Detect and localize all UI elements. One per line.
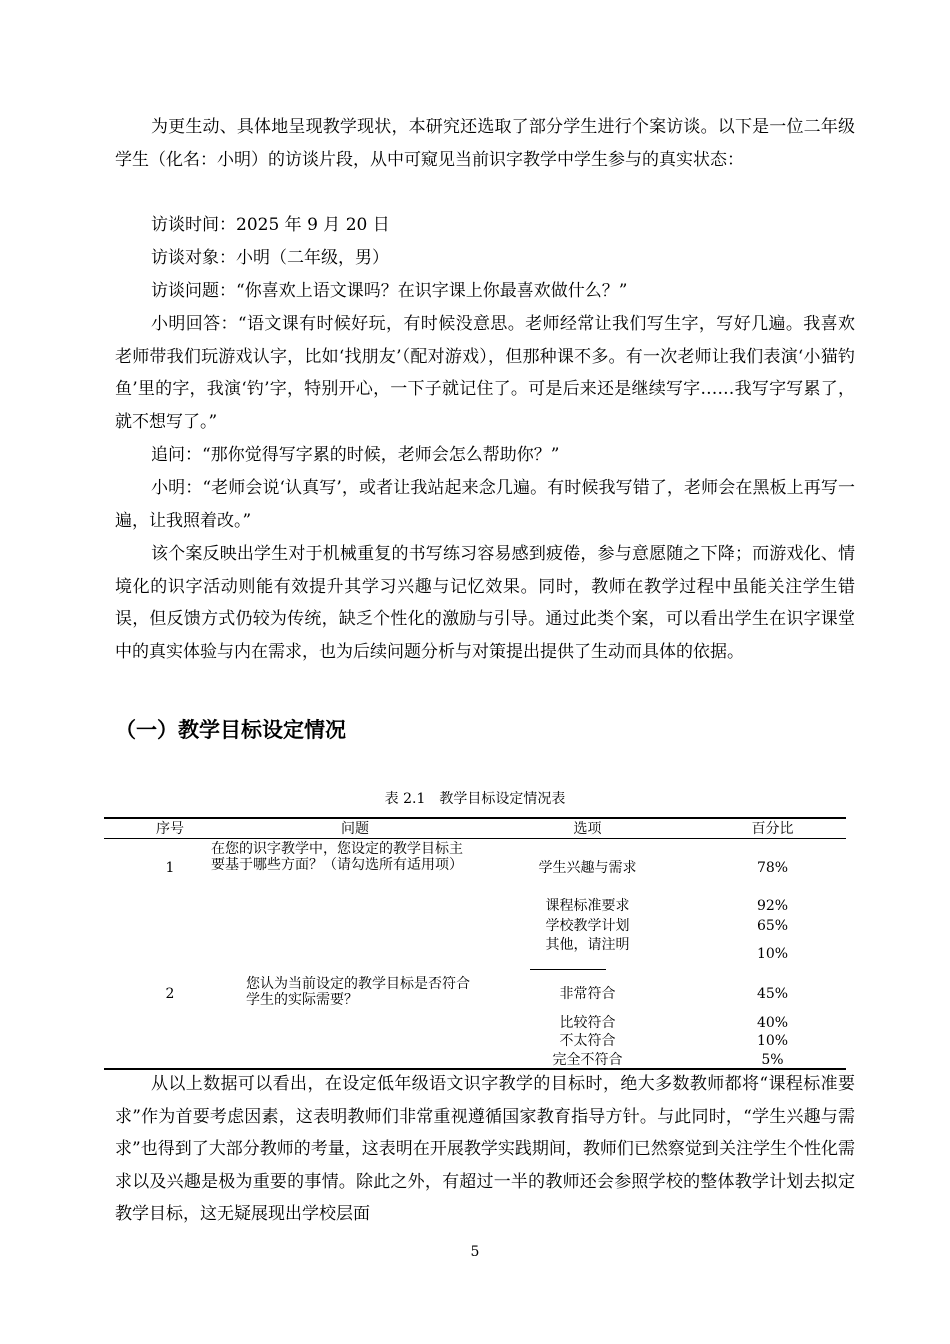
table-option-percent: 5%	[761, 1052, 784, 1068]
table-caption: 表 2.1 教学目标设定情况表	[384, 791, 566, 807]
section-heading: （一）教学目标设定情况	[115, 718, 346, 742]
table-option-percent: 10%	[756, 946, 789, 962]
conclusion-paragraph: 从以上数据可以看出，在设定低年级语文识字教学的目标时，绝大多数教师都将“课程标准要求”作为首要考虑因素，这表明教师们非常重视遵循国家教育指导方针。与此同时，“学生兴趣与需求”也得到了大部分教师的考量，这表明在开展教学实践期间，教师们已然察觉到关注学生个性化需求以及兴趣是极为重要的事情。除此之外，有超过一半的教师还会参照学校的整体教学计划去拟定教学目标，这无疑展现出学校层面	[115, 1074, 855, 1225]
table-option-label: 完全不符合	[552, 1052, 623, 1068]
interview-subject: 访谈对象：小明（二年级，男）	[151, 248, 389, 268]
table-option-label: 其他，请注明	[545, 937, 630, 953]
page-number: 5	[470, 1244, 480, 1260]
table-option-label: 不太符合	[559, 1033, 616, 1049]
table-header-question: 问题	[341, 821, 369, 837]
table-row-no: 1	[165, 860, 175, 876]
table-header-rule	[104, 838, 846, 839]
analysis-paragraph: 该个案反映出学生对于机械重复的书写练习容易感到疲倦，参与意愿随之下降；而游戏化、情境化的识字活动则能有效提升其学习兴趣与记忆效果。同时，教师在教学过程中虽能关注学生错误，但反馈方式仍较为传统，缺乏个性化的激励与引导。通过此类个案，可以看出学生在识字课堂中的真实体验与内在需求，也为后续问题分析与对策提出提供了生动而具体的依据。	[115, 544, 855, 662]
table-option-percent: 92%	[756, 898, 789, 914]
table-top-rule	[104, 817, 846, 819]
table-option-label: 学生兴趣与需求	[538, 860, 637, 876]
table-option-percent: 40%	[756, 1015, 789, 1031]
interview-followup-answer: 小明：“老师会说‘认真写’，或者让我站起来念几遍。有时候我写错了，老师会在黑板上再写一遍，让我照着改。”	[115, 478, 855, 531]
table-option-label: 非常符合	[559, 986, 616, 1002]
interview-question: 访谈问题：“你喜欢上语文课吗？在识字课上你最喜欢做什么？”	[151, 281, 628, 301]
interview-time: 访谈时间：2025 年 9 月 20 日	[151, 215, 390, 235]
table-row-question: 在您的识字教学中，您设定的教学目标主要基于哪些方面？（请勾选所有适用项）	[211, 841, 463, 873]
table-option-percent: 10%	[756, 1033, 789, 1049]
fill-in-underline	[530, 969, 606, 970]
table-option-percent: 78%	[756, 860, 789, 876]
table-option-percent: 65%	[756, 918, 789, 934]
table-header-percent: 百分比	[751, 821, 794, 837]
table-option-label: 比较符合	[559, 1015, 616, 1031]
table-row-question: 您认为当前设定的教学目标是否符合学生的实际需要？	[246, 976, 470, 1008]
table-option-label: 课程标准要求	[545, 898, 630, 914]
table-header-no: 序号	[156, 821, 184, 837]
interview-answer: 小明回答：“语文课有时候好玩，有时候没意思。老师经常让我们写生字，写好几遍。我喜欢老师带我们玩游戏认字，比如‘找朋友’（配对游戏），但那种课不多。有一次老师让我们表演‘小猫钓鱼’里的字，我演‘钓’字，特别开心，一下子就记住了。可是后来还是继续写字……我写字写累了，就不想写了。”	[115, 314, 855, 432]
table-header-option: 选项	[573, 821, 602, 837]
table-row-no: 2	[165, 986, 175, 1002]
table-option-label: 学校教学计划	[545, 918, 630, 934]
intro-paragraph: 为更生动、具体地呈现教学现状，本研究还选取了部分学生进行个案访谈。以下是一位二年级学生（化名：小明）的访谈片段，从中可窥见当前识字教学中学生参与的真实状态：	[115, 117, 855, 170]
interview-followup: 追问：“那你觉得写字累的时候，老师会怎么帮助你？”	[151, 445, 560, 465]
table-option-percent: 45%	[756, 986, 789, 1002]
